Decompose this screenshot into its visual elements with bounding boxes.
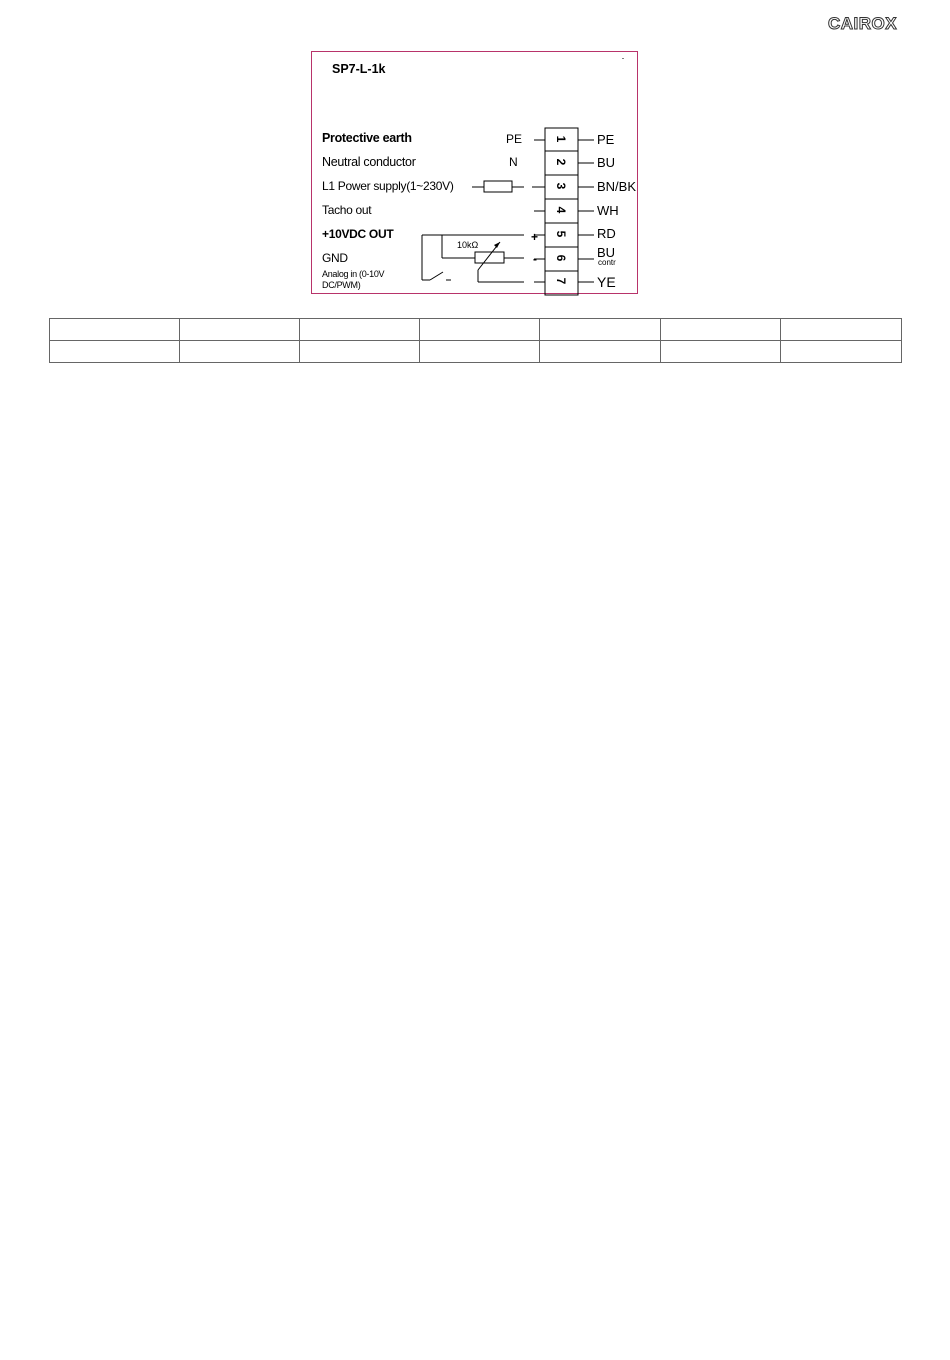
table-cell (180, 341, 300, 363)
table-cell (540, 341, 661, 363)
table-cell (300, 319, 420, 341)
code-n: N (509, 155, 518, 169)
wire-bn-bk: BN/BK (597, 179, 637, 194)
label-tacho-out: Tacho out (322, 203, 372, 217)
table-cell (781, 319, 902, 341)
terminal-4: 4 (554, 206, 568, 214)
wire-rd: RD (597, 226, 616, 241)
terminal-2: 2 (554, 158, 568, 166)
table-row (50, 341, 902, 363)
table-cell (661, 319, 781, 341)
table-cell (50, 319, 180, 341)
table-cell (180, 319, 300, 341)
wire-contr-subscript: contr (598, 258, 616, 267)
terminal-5: 5 (554, 230, 568, 238)
wire-wh: WH (597, 203, 619, 218)
label-neutral-conductor: Neutral conductor (322, 155, 416, 169)
wire-pe: PE (597, 132, 615, 147)
label-10vdc-out: +10VDC OUT (322, 227, 394, 241)
label-analog-in: Analog in (0-10V DC/PWM) (322, 269, 385, 290)
wire-ye: YE (597, 274, 616, 290)
company-logo: CAIROX (828, 14, 898, 33)
table-cell (540, 319, 661, 341)
table-cell (420, 341, 540, 363)
wire-bu: BU (597, 155, 616, 170)
label-gnd: GND (322, 251, 348, 265)
empty-table (49, 318, 902, 363)
model-title: SP7-L-1k (332, 62, 386, 76)
table-cell (781, 341, 902, 363)
table-cell (420, 319, 540, 341)
wiring-diagram (311, 51, 638, 294)
terminal-3: 3 (554, 182, 568, 190)
wire-bu-contr: BU (597, 245, 616, 260)
table-cell (661, 341, 781, 363)
table-row (50, 319, 902, 341)
table-cell (50, 341, 180, 363)
terminal-1: 1 (554, 135, 568, 143)
code-pe: PE (506, 132, 523, 146)
label-protective-earth: Protective earth (322, 131, 412, 145)
wiring-lines (312, 52, 639, 295)
potentiometer-label: 10kΩ (457, 240, 479, 250)
label-l1-power-supply: L1 Power supply(1~230V) (322, 179, 454, 193)
terminal-6: 6 (554, 254, 568, 262)
plus-sign: + (531, 230, 539, 244)
table-cell (300, 341, 420, 363)
terminal-7: 7 (554, 277, 568, 285)
minus-sign: - (533, 252, 537, 266)
